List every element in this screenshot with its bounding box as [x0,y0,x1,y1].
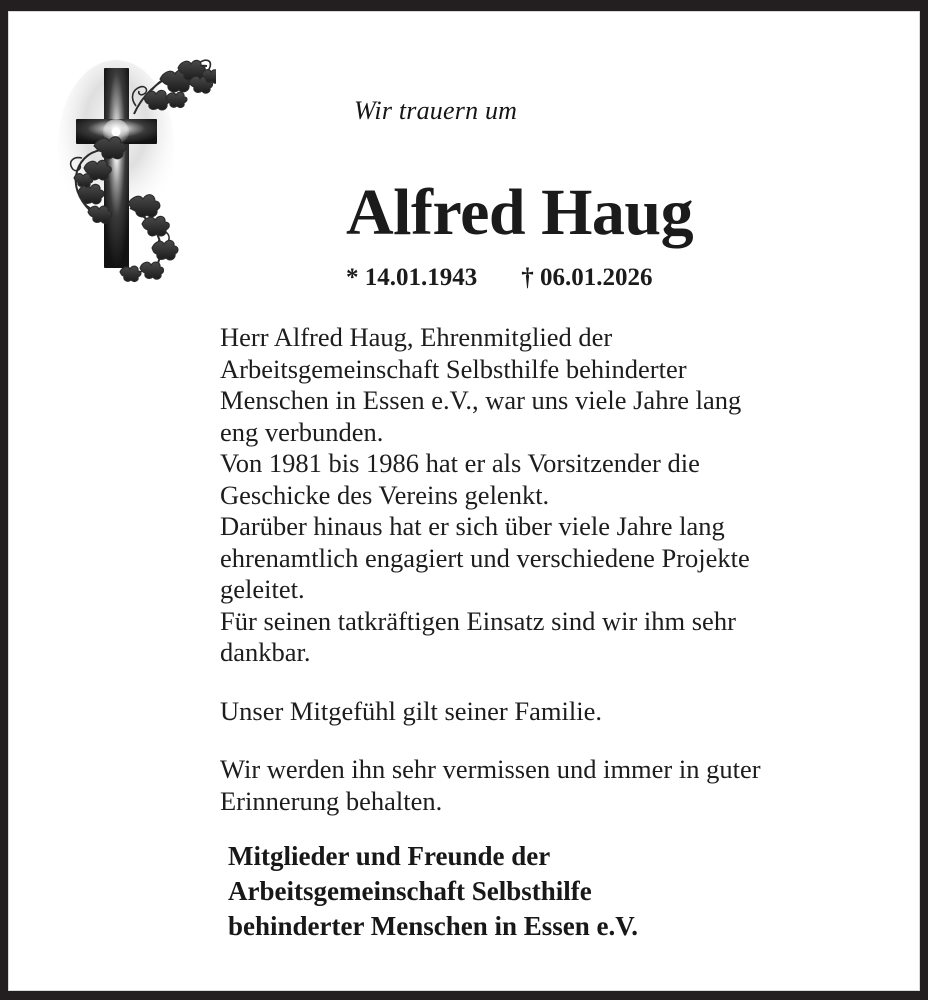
body-line: dankbar. [220,637,311,667]
body-line: Erinnerung behalten. [220,785,443,816]
death-date: 06.01.2026 [540,264,653,291]
body-line: geleitet. [220,574,305,604]
life-dates [346,264,653,292]
body-paragraph [220,754,900,817]
signature-line: Arbeitsgemeinschaft Selbsthilfe [228,876,592,906]
body-line: Darüber hinaus hat er sich über viele Jahre lang [220,511,725,541]
birth-date: 14.01.1943 [364,264,478,291]
deceased-name: Alfred Haug [346,176,694,249]
body-line: Herr Alfred Haug, Ehrenmitglied der [220,322,613,352]
body-line: Geschicke des Vereins gelenkt. [220,479,550,510]
body-line: ehrenamtlich engagiert und verschiedene Projekte [220,542,750,573]
body-line: Arbeitsgemeinschaft Selbsthilfe behinderter [220,353,687,384]
obituary-body [220,322,900,817]
body-line: Von 1981 bis 1986 hat er als Vorsitzender die [220,448,700,478]
body-paragraph [220,322,900,669]
body-paragraph [220,696,900,728]
body-line: eng verbunden. [220,416,384,447]
body-line: Für seinen tatkräftigen Einsatz sind wir ihm sehr [220,605,736,636]
signature-line: behinderter Menschen in Essen e.V. [228,911,639,941]
signature-block [228,839,918,944]
birth-date-group [346,264,477,291]
body-line: Wir werden ihn sehr vermissen und immer in guter [220,754,761,784]
notice-inner-frame [8,11,920,991]
cross-with-ivy-icon [56,46,216,296]
asterisk-icon: * [346,264,359,291]
body-line: Menschen in Essen e.V., war uns viele Jahre lang [220,385,742,415]
signature-line: Mitglieder und Freunde der [228,841,551,871]
body-line: Unser Mitgefühl gilt seiner Familie. [220,695,602,726]
death-date-group [521,264,652,291]
dagger-icon: † [521,264,534,291]
mourn-line: Wir trauern um [354,96,518,125]
